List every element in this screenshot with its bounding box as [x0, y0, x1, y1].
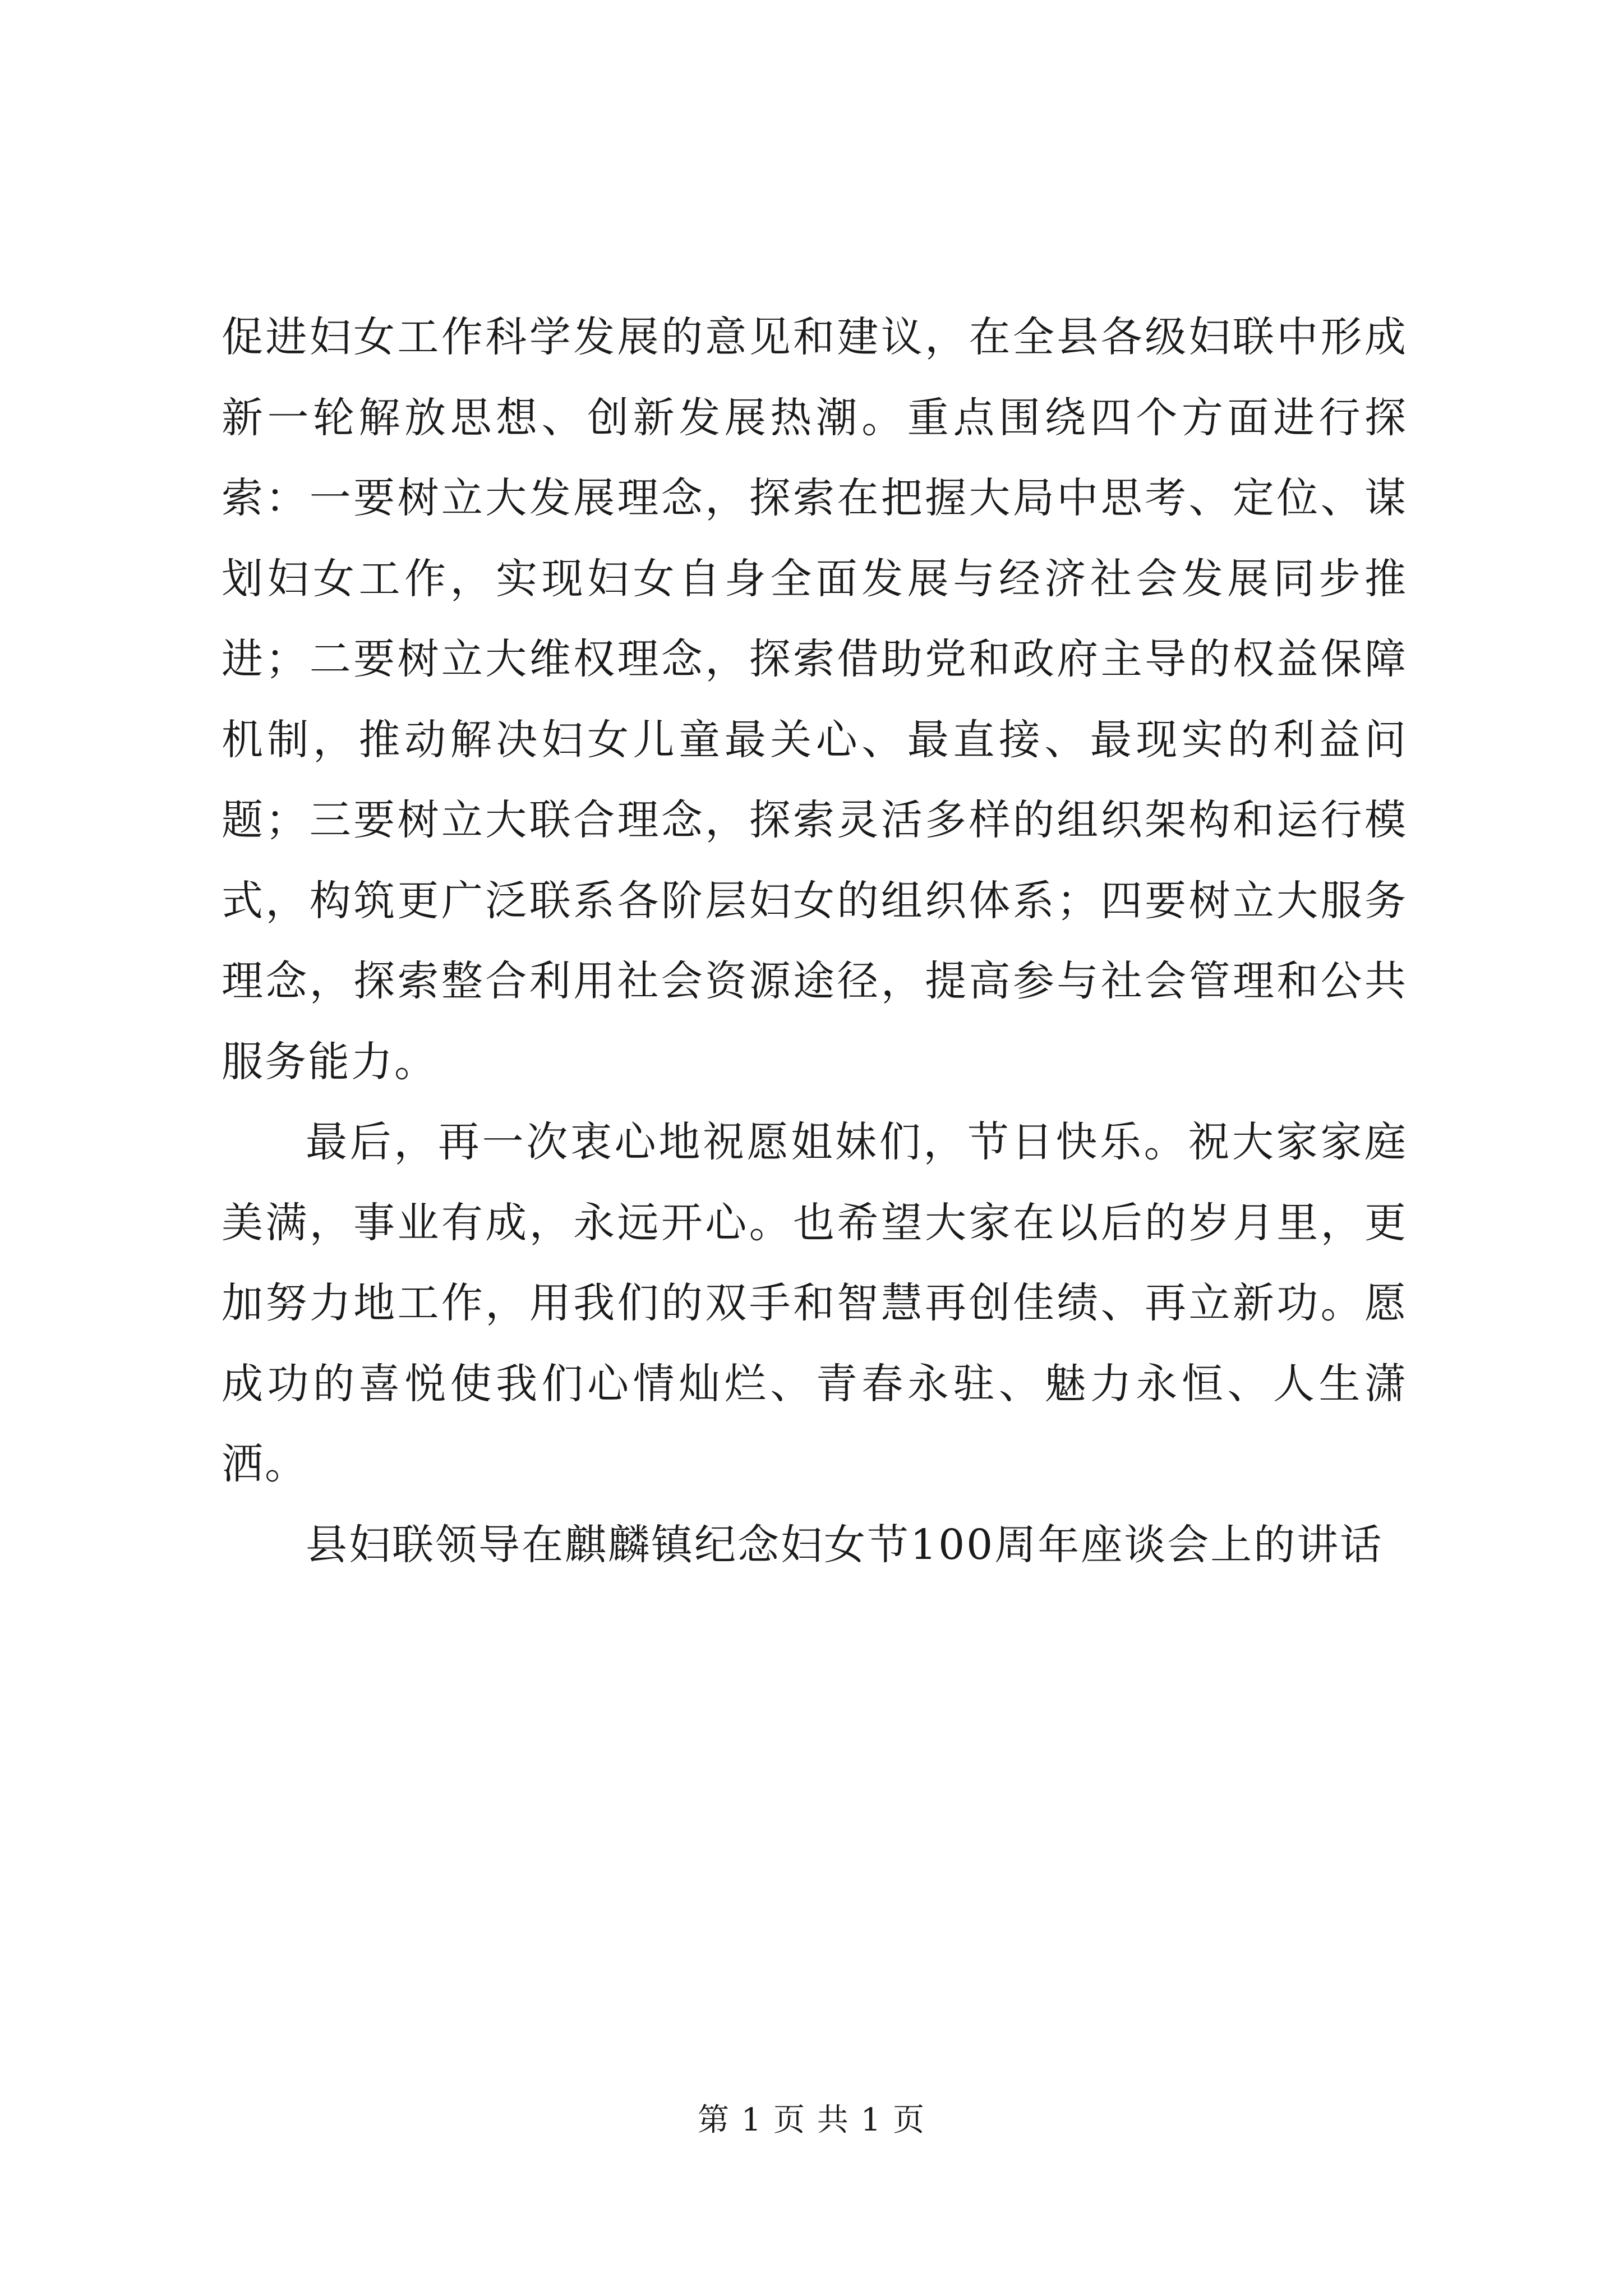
- page-footer: 第 1 页 共 1 页: [697, 2102, 926, 2138]
- paragraph-continuation: 促进妇女工作科学发展的意见和建议，在全县各级妇联中形成新一轮解放思想、创新发展热潮。重点围绕四个方面进行探索：一要树立大发展理念，探索在把握大局中思考、定位、谋划妇女工作，实现妇女自身全面发展与经济社会发展同步推进；二要树立大维权理念，探索借助党和政府主导的权益保障机制，推动解决妇女儿童最关心、最直接、最现实的利益问题；三要树立大联合理念，探索灵活多样的组织架构和运行模式，构筑更广泛联系各阶层妇女的组织体系；四要树立大服务理念，探索整合利用社会资源途径，提高参与社会管理和公共服务能力。: [222, 313, 1408, 1086]
- paragraph-closing-wishes: 最后，再一次衷心地祝愿姐妹们，节日快乐。祝大家家庭美满，事业有成，永远开心。也希望大家在以后的岁月里，更加努力地工作，用我们的双手和智慧再创佳绩、再立新功。愿成功的喜悦使我们心情灿烂、青春永驻、魅力永恒、人生潇洒。: [222, 1118, 1408, 1488]
- document-body: [222, 297, 1408, 1585]
- paragraph-speech-title: 县妇联领导在麒麟镇纪念妇女节100周年座谈会上的讲话: [306, 1520, 1384, 1569]
